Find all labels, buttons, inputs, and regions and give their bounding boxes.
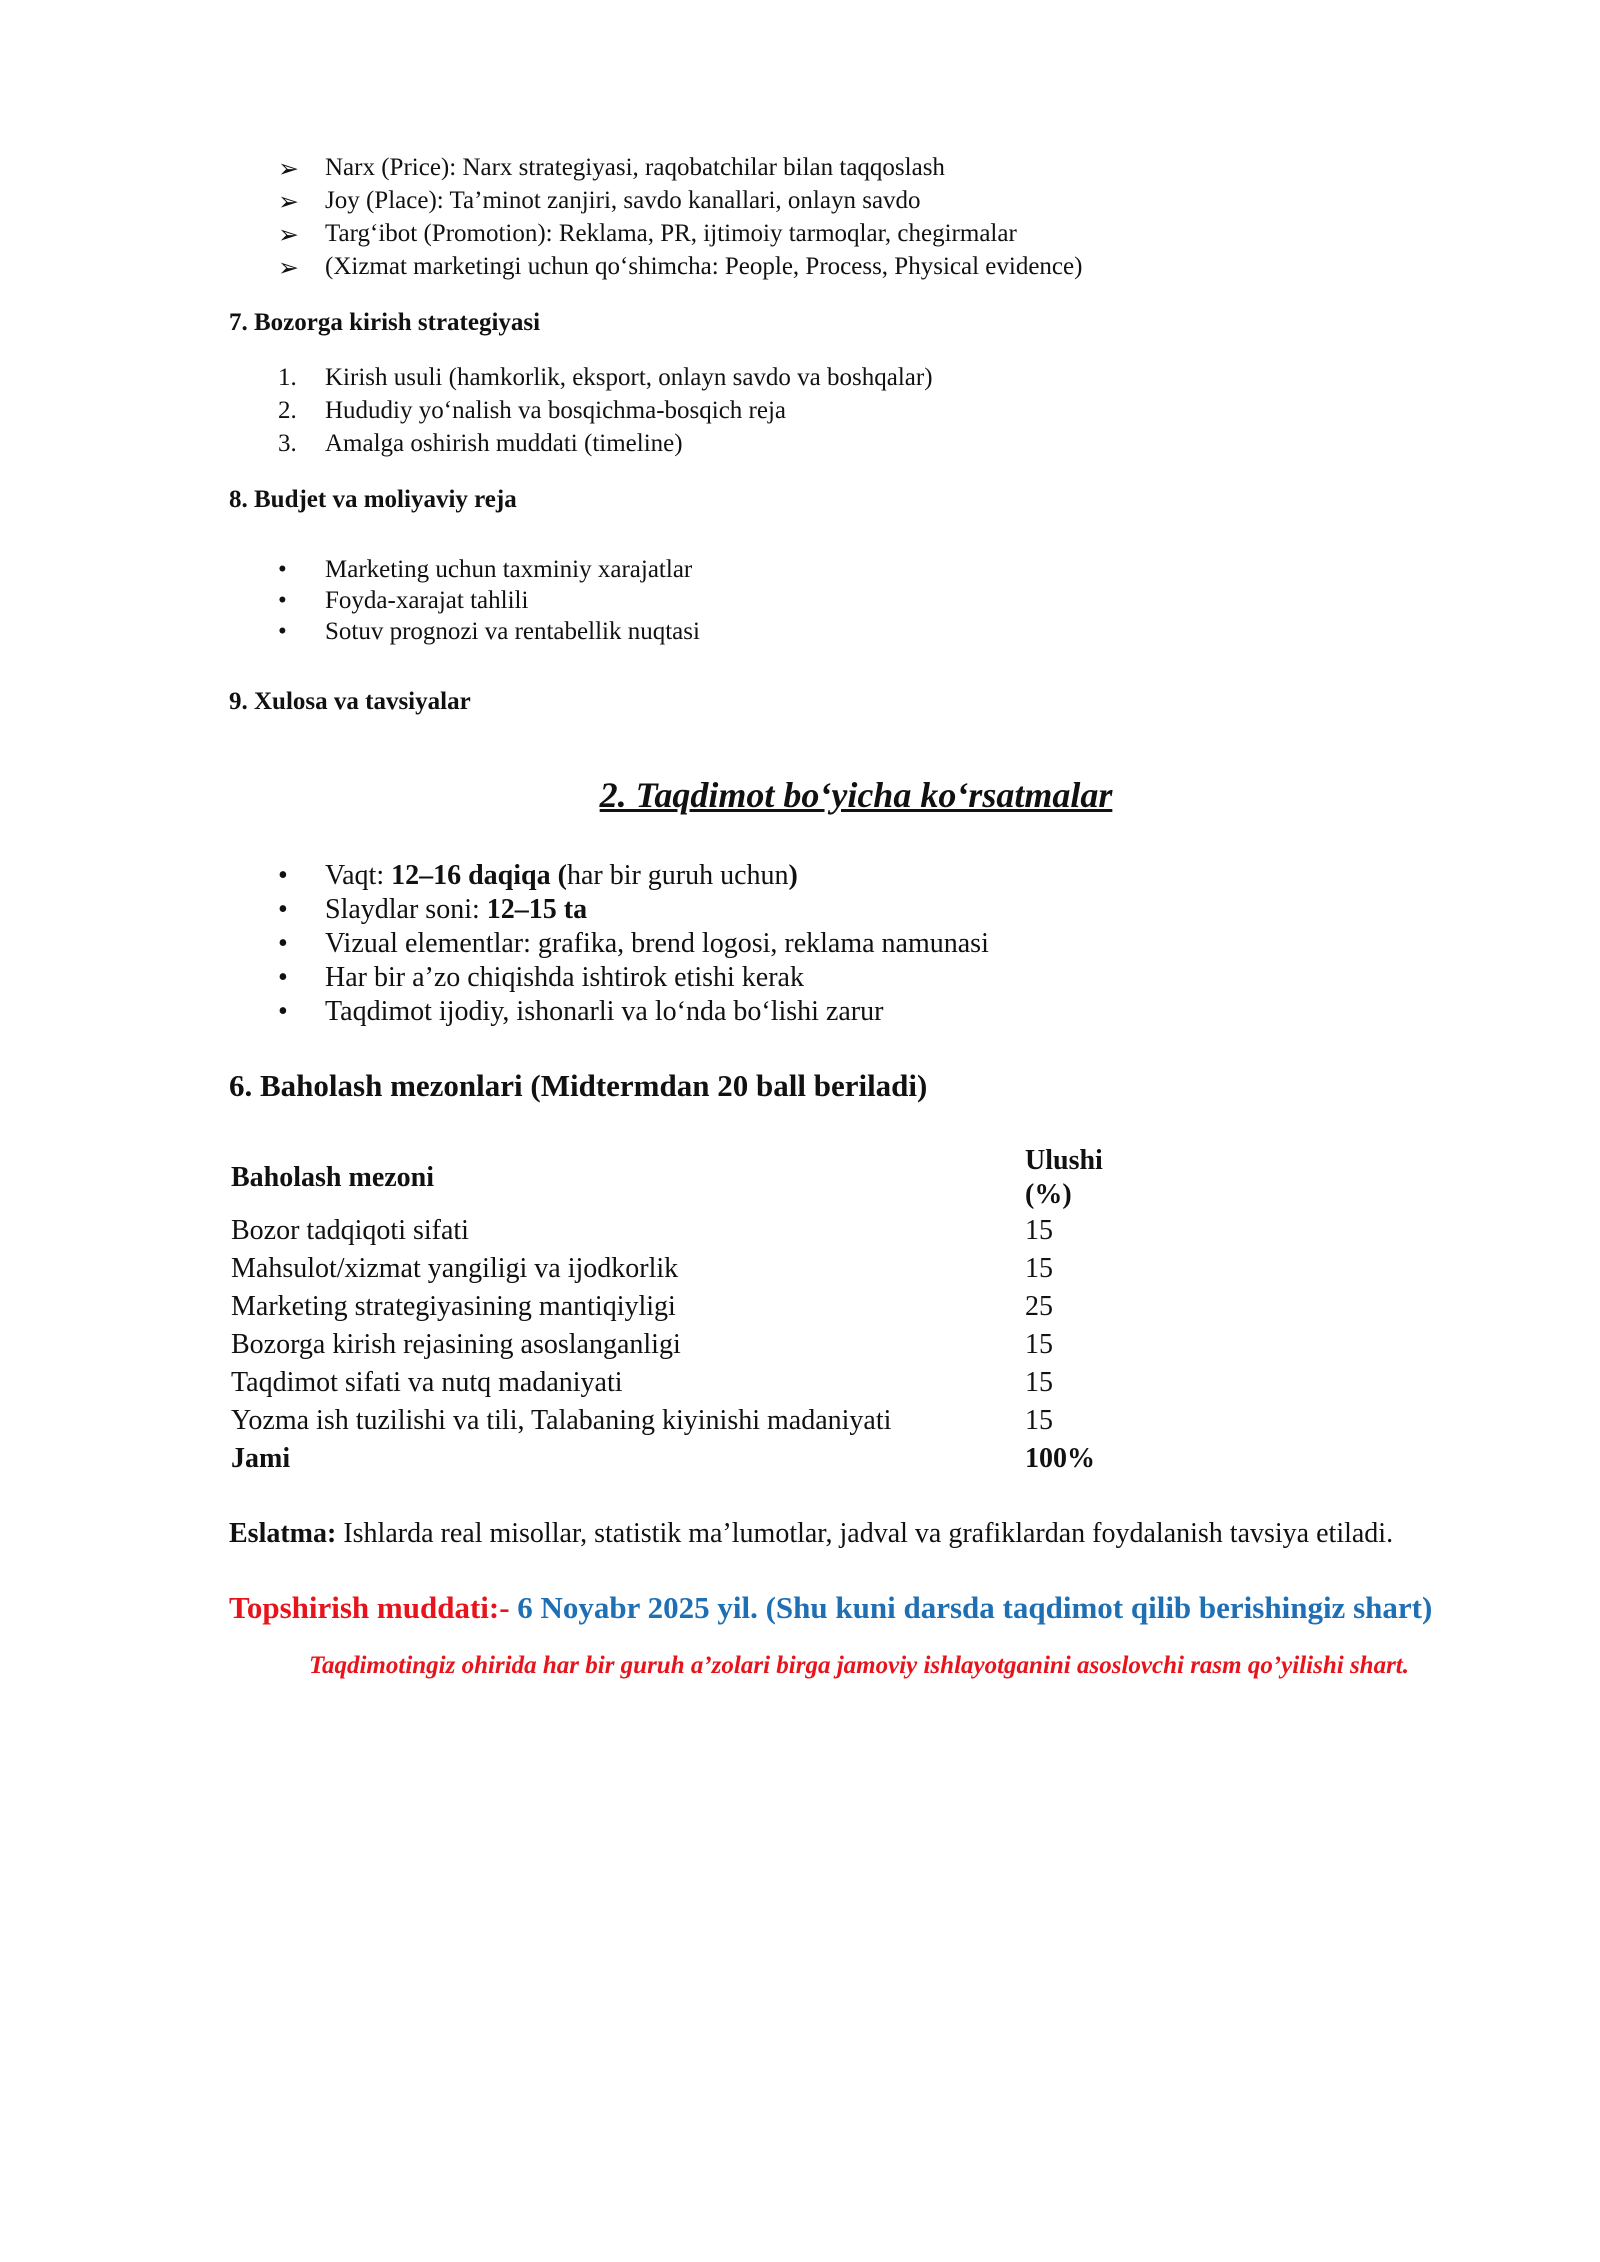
table-row [229,1326,1145,1364]
share-cell: 15 [1025,1405,1053,1436]
bullet-icon: • [278,894,288,925]
header-share [1023,1144,1145,1212]
list-item-text [325,860,798,892]
item-text: Kirish usuli (hamkorlik, eksport, onlayn savdo va boshqalar) [325,364,933,391]
item-text: Hududiy yo‘nalish va bosqichma-bosqich reja [325,397,787,424]
list-item-text: Marketing uchun taxminiy xarajatlar [325,556,693,583]
deadline-label: Topshirish muddati:- [229,1590,510,1625]
share-cell: 15 [1025,1215,1053,1246]
note-text: Ishlarda real misollar, statistik ma’lumotlar, jadval va grafiklardan foydalanish tavsiya etiladi. [336,1518,1394,1549]
list-item-text: Foyda-xarajat tahlili [325,587,529,614]
share-cell: 25 [1025,1291,1053,1322]
slides-label: Slaydlar soni: [325,894,487,925]
list-item-text: (Xizmat marketingi uchun qo‘shimcha: People, Process, Physical evidence) [325,253,1083,280]
bullet-icon: • [278,618,287,645]
grading-heading: 6. Baholash mezonlari (Midtermdan 20 ball beriladi) [229,1068,928,1103]
arrow-bullet-icon: ➢ [278,222,299,249]
share-cell: 15 [1025,1329,1053,1360]
table-total-row [229,1440,1145,1478]
share-cell: 15 [1025,1253,1053,1284]
section-heading: 8. Budjet va moliyaviy reja [229,486,517,513]
time-value: 12–16 daqiqa ( [391,860,567,891]
section-heading: 9. Xulosa va tavsiyalar [229,688,471,715]
list-item-text [325,894,587,926]
deadline-text: 6 Noyabr 2025 yil. (Shu kuni darsda taqdimot qilib berishingiz shart) [509,1590,1433,1625]
item-number: 1. [278,364,297,391]
criterion-cell: Bozorga kirish rejasining asoslanganligi [231,1329,681,1360]
header-share-line2: (%) [1025,1179,1072,1210]
item-number: 2. [278,397,297,424]
list-item-text: Sotuv prognozi va rentabellik nuqtasi [325,618,700,645]
grading-table [229,1144,1145,1478]
item-text: Amalga oshirish muddati (timeline) [325,430,683,457]
list-item-text: Taqdimot ijodiy, ishonarli va lo‘nda bo‘lishi zarur [325,996,884,1027]
list-item-text: Vizual elementlar: grafika, brend logosi, reklama namunasi [325,928,989,959]
note-label: Eslatma: [229,1518,337,1549]
presentation-title: 2. Taqdimot bo‘yicha ko‘rsatmalar [599,775,1113,815]
total-label: Jami [231,1443,291,1474]
share-cell: 15 [1025,1367,1053,1398]
total-share: 100% [1025,1443,1095,1474]
bullet-icon: • [278,587,287,614]
table-row [229,1364,1145,1402]
time-note: har bir guruh uchun [566,860,789,891]
bullet-icon: • [278,996,288,1027]
criterion-cell: Bozor tadqiqoti sifati [231,1215,469,1246]
bullet-icon: • [278,860,288,891]
arrow-bullet-icon: ➢ [278,255,299,282]
criterion-cell: Taqdimot sifati va nutq madaniyati [231,1367,623,1398]
final-note: Taqdimotingiz ohirida har bir guruh a’zolari birga jamoviy ishlayotganini asoslovchi rasm qo’yilishi shart. [309,1652,1409,1679]
criterion-cell: Yozma ish tuzilishi va tili, Talabaning kiyinishi madaniyati [231,1405,892,1436]
table-row [229,1212,1145,1250]
table-row [229,1288,1145,1326]
item-number: 3. [278,430,297,457]
list-item-text: Targ‘ibot (Promotion): Reklama, PR, ijtimoiy tarmoqlar, chegirmalar [325,220,1017,247]
bullet-icon: • [278,962,288,993]
time-label: Vaqt: [325,860,392,891]
arrow-bullet-icon: ➢ [278,156,299,183]
list-item-text: Joy (Place): Ta’minot zanjiri, savdo kanallari, onlayn savdo [325,187,921,214]
bullet-icon: • [278,556,287,583]
time-close-paren: ) [788,860,798,891]
criterion-cell: Marketing strategiyasining mantiqiyligi [231,1291,676,1322]
list-item-text: Narx (Price): Narx strategiyasi, raqobatchilar bilan taqqoslash [325,154,945,181]
bullet-icon: • [278,928,288,959]
table-header-row [229,1144,1145,1212]
slides-value: 12–15 ta [486,894,588,925]
section-heading: 7. Bozorga kirish strategiyasi [229,309,541,336]
deadline-paragraph [229,1590,1432,1626]
table-row [229,1250,1145,1288]
header-criterion: Baholash mezoni [231,1162,435,1193]
list-item-text: Har bir a’zo chiqishda ishtirok etishi kerak [325,962,804,993]
arrow-bullet-icon: ➢ [278,189,299,216]
header-share-line1: Ulushi [1025,1145,1103,1176]
note-paragraph [229,1518,1393,1550]
table-row [229,1402,1145,1440]
criterion-cell: Mahsulot/xizmat yangiligi va ijodkorlik [231,1253,679,1284]
